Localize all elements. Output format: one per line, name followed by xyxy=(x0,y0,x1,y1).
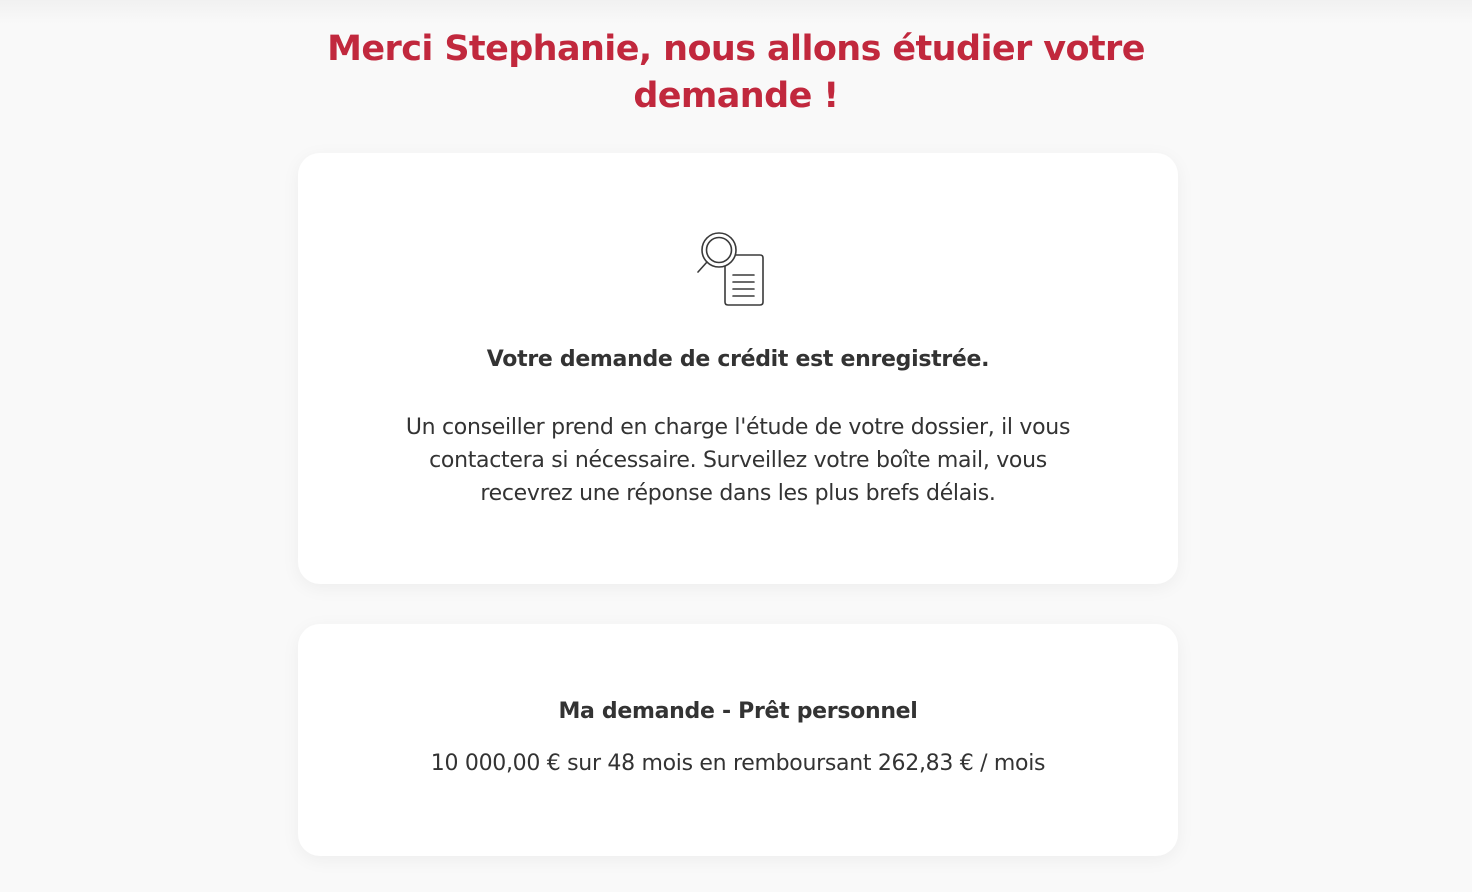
request-summary-title: Ma demande - Prêt personnel xyxy=(558,699,918,724)
request-summary-detail: 10 000,00 € sur 48 mois en remboursant 262,83 € / mois xyxy=(430,751,1046,776)
page-title xyxy=(0,26,1472,120)
request-summary-card xyxy=(298,624,1178,856)
document-search-icon xyxy=(696,231,766,307)
confirmation-message xyxy=(388,411,1088,510)
confirmation-heading: Votre demande de crédit est enregistrée. xyxy=(486,347,990,372)
confirmation-card xyxy=(298,153,1178,584)
confirmation-message-line-1: Un conseiller prend en charge l'étude de votre dossier, il vous xyxy=(405,415,1071,440)
confirmation-message-line-3: recevrez une réponse dans les plus brefs délais. xyxy=(480,481,996,506)
confirmation-message-line-2: contactera si nécessaire. Surveillez votre boîte mail, vous xyxy=(429,448,1047,473)
page-title-line-1: Merci Stephanie, nous allons étudier votre xyxy=(327,29,1145,69)
page-title-line-2: demande ! xyxy=(633,76,839,116)
